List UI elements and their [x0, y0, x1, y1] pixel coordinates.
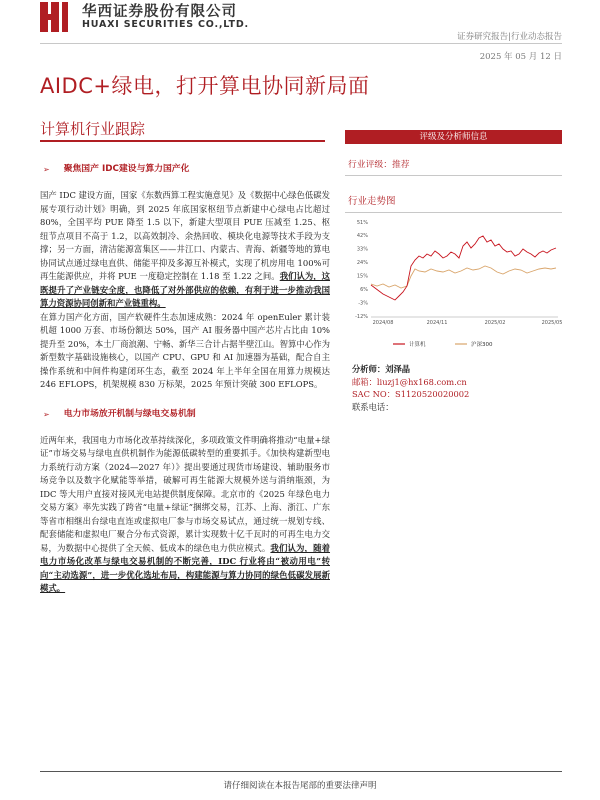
rating-info-header: 评级及分析师信息 — [345, 130, 562, 144]
section-heading — [43, 161, 330, 179]
x-tick-label: 2024/11 — [426, 320, 448, 326]
sac-label: SAC NO： — [352, 389, 396, 400]
analyst-info — [352, 363, 469, 413]
trend-chart-title: 行业走势图 — [348, 196, 396, 207]
body-paragraph — [40, 311, 330, 392]
section-heading-text: 聚焦国产 IDC建设与算力国产化 — [63, 164, 190, 175]
analyst-label: 分析师： — [352, 364, 386, 374]
industry-rating — [348, 157, 410, 170]
paragraph-emphasis: 我们认为，这既提升了产业链安全度，也降低了对外部供应的依赖，有利于进一步推动我国算力资源协同创新和产业链重构。 — [40, 271, 331, 308]
sac-number: S1120520020002 — [395, 389, 470, 400]
main-body — [40, 150, 330, 596]
rating-value: 推荐 — [392, 160, 410, 170]
industry-trend-chart — [345, 216, 562, 351]
paragraph-text: 在算力国产化方面，国产软硬件生态加速成熟：2024 年 openEuler 累计装机超 1000 万套、市场份额达 50%，国产 AI 服务器中国产芯片占比由 10%提升至 20%，本土厂商浪潮、宁畅、新华三合计占据半壁江山。智算中心作为新型数字基础设施核心，以国产 CPU、GPU 和 AI 加速器为基础，配合自主操作系统和中间件构建闭环生态，截至 2024 年上半年全国在用算力规模达 246 EFLOPS，机架规模 830 万标架，2025 年预计突破 300 EFLOPS。 — [40, 311, 330, 389]
analyst-row — [352, 363, 469, 376]
y-tick-label: 51% — [356, 219, 368, 226]
arrow-bullet-icon: ➢ — [43, 409, 50, 419]
series-line-hs300 — [371, 266, 556, 288]
y-tick-label: 33% — [356, 246, 368, 253]
y-tick-label: 42% — [356, 233, 368, 240]
legend-label-computer: 计算机 — [409, 342, 426, 348]
rating-divider — [345, 175, 562, 176]
email-label: 邮箱： — [352, 376, 377, 387]
legal-notice: 请仔细阅读在本报告尾部的重要法律声明 — [223, 781, 377, 791]
body-paragraph — [40, 189, 330, 311]
y-tick-label: 15% — [356, 273, 368, 280]
y-tick-label: 24% — [356, 260, 368, 267]
series-line-computer — [371, 236, 556, 300]
analyst-name: 刘泽晶 — [385, 364, 411, 374]
paragraph-text: 近两年来，我国电力市场化改革持续深化，多项政策文件明确将推动“电量+绿证”市场交易与绿电直供机制作为能源低碳转型的重要抓手。《加快构建新型电力系统行动方案（2024—2027 年）》提出要通过现货市场建设、辅助服务市场竞争以及数字化赋能等举措，破解可再生能源大规模外送与消纳瓶颈，为 IDC 等大用户直接对接风光电站提供制度保障。北京市的《2025 年绿色电力交易方案》率先实践了跨省“电量+绿证”捆绑交易，江苏、上海、浙江、广东等省市相继出台绿电直连或虚拟电厂参与市场交易试点，通过统一规划专线、配套储能和虚拟电厂聚合分布式资源，累计实现数十亿千瓦时的可再生电力交易，为数据中心提供了全天候、低成本的绿色电力供应模式。 — [40, 434, 330, 553]
y-tick-label: -3% — [358, 300, 368, 307]
paragraph-text: 国产 IDC 建设方面，国家《东数西算工程实施意见》及《数据中心绿色低碳发展专项行动计划》明确，到 2025 年底国家枢纽节点新建中心绿电占比超过 80%，全国平均 PUE 降至 1.5 以下，新建大型项目 PUE 压减至 1.25、枢纽节点项目不高于 1.2，以高效制冷、余热回收、模块化电源等技术手段为支撑；另一方面，清洁能源富集区——井江口、内蒙古、青海、新疆等地的算电协同试点通过绿电直供、储能平抑及多源互补模式，实现了机房用电 100%可再生能源供应，并将 PUE 一度稳定控制在 1.18 至 1.22 之间。 — [40, 190, 330, 281]
chart-legend — [393, 340, 493, 348]
report-date: 2025 年 05 月 12 日 — [479, 52, 562, 62]
email-row — [352, 376, 469, 389]
trend-divider — [345, 212, 562, 213]
rating-label: 行业评级： — [348, 160, 392, 170]
y-tick-label: 6% — [360, 286, 368, 293]
footer-divider — [40, 771, 562, 772]
body-paragraph — [40, 434, 330, 596]
header-divider — [40, 43, 562, 44]
arrow-bullet-icon: ➢ — [43, 165, 50, 175]
x-tick-label: 2024/08 — [372, 320, 394, 326]
report-type: 证券研究报告|行业动态报告 — [457, 32, 562, 42]
legend-label-hs300: 沪深300 — [471, 342, 493, 348]
brand-name-en: HUAXI SECURITIES CO.,LTD. — [82, 19, 249, 30]
subtitle-divider — [40, 140, 325, 142]
brand-name-cn: 华西证券股份有限公司 — [82, 4, 237, 20]
contact-row: 联系电话： — [352, 401, 394, 412]
analyst-email[interactable]: liuzj1@hx168.com.cn — [376, 376, 467, 387]
sac-row — [352, 388, 469, 401]
section-heading — [43, 406, 330, 424]
report-title: AIDC+绿电，打开算电协同新局面 — [40, 74, 370, 98]
report-subtitle: 计算机行业跟踪 — [40, 120, 146, 138]
y-tick-label: -12% — [355, 313, 368, 320]
x-tick-label: 2025/05 — [541, 320, 562, 326]
company-logo — [40, 2, 74, 32]
section-heading-text: 电力市场放开机制与绿电交易机制 — [63, 408, 196, 419]
paragraph-emphasis: 我们认为，随着电力市场化改革与绿电交易机制的不断完善，IDC 行业将由“被动用电”转向“主动选源”，进一步优化选址布局，构建能源与算力协同的绿色低碳发展新模式。 — [40, 542, 331, 593]
x-tick-label: 2025/02 — [484, 320, 506, 326]
